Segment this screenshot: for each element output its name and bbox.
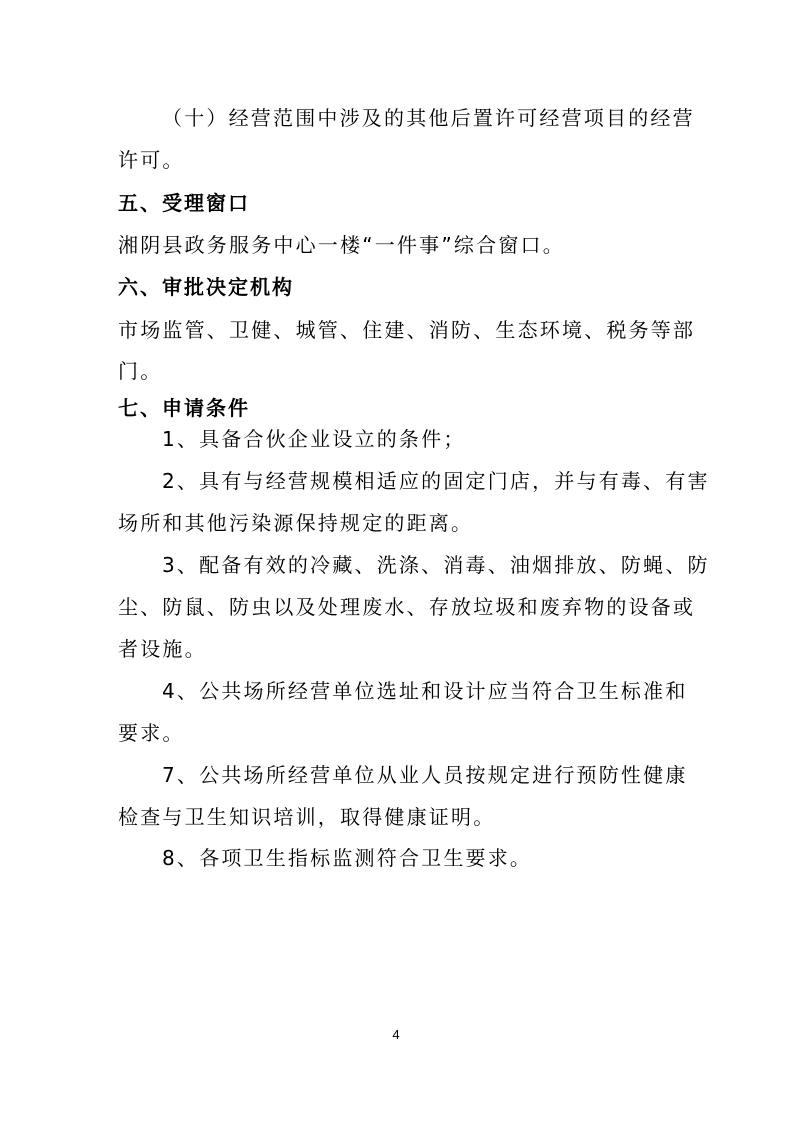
- section-heading-window: 五、受理窗口: [118, 191, 250, 215]
- page-number: 4: [392, 1027, 400, 1042]
- list-item-continuation: 者设施。: [118, 637, 207, 661]
- list-item-continuation: 检查与卫生知识培训，取得健康证明。: [118, 805, 496, 829]
- list-item-continuation: 要求。: [118, 721, 185, 745]
- list-item: 3、配备有效的冷藏、洗涤、消毒、油烟排放、防蝇、防: [162, 553, 710, 577]
- section-heading-conditions: 七、申请条件: [118, 396, 250, 420]
- list-item: 7、公共场所经营单位从业人员按规定进行预防性健康: [162, 763, 688, 787]
- list-item: 1、具备合伙企业设立的条件；: [162, 427, 466, 451]
- body-text-line: 市场监管、卫健、城管、住建、消防、生态环境、税务等部: [118, 318, 696, 342]
- body-text-line: 许可。: [118, 148, 185, 172]
- list-item: 8、各项卫生指标监测符合卫生要求。: [162, 846, 533, 870]
- body-text-line: （十）经营范围中涉及的其他后置许可经营项目的经营: [162, 106, 695, 130]
- list-item-continuation: 场所和其他污染源保持规定的距离。: [118, 511, 474, 535]
- list-item: 2、具有与经营规模相适应的固定门店，并与有毒、有害: [162, 469, 710, 493]
- body-text-line: 湘阴县政务服务中心一楼“一件事”综合窗口。: [118, 233, 565, 257]
- body-text-line: 门。: [118, 359, 163, 383]
- list-item-continuation: 尘、防鼠、防虫以及处理废水、存放垃圾和废弃物的设备或: [118, 595, 696, 619]
- list-item: 4、公共场所经营单位选址和设计应当符合卫生标准和: [162, 679, 688, 703]
- section-heading-authority: 六、审批决定机构: [118, 275, 294, 299]
